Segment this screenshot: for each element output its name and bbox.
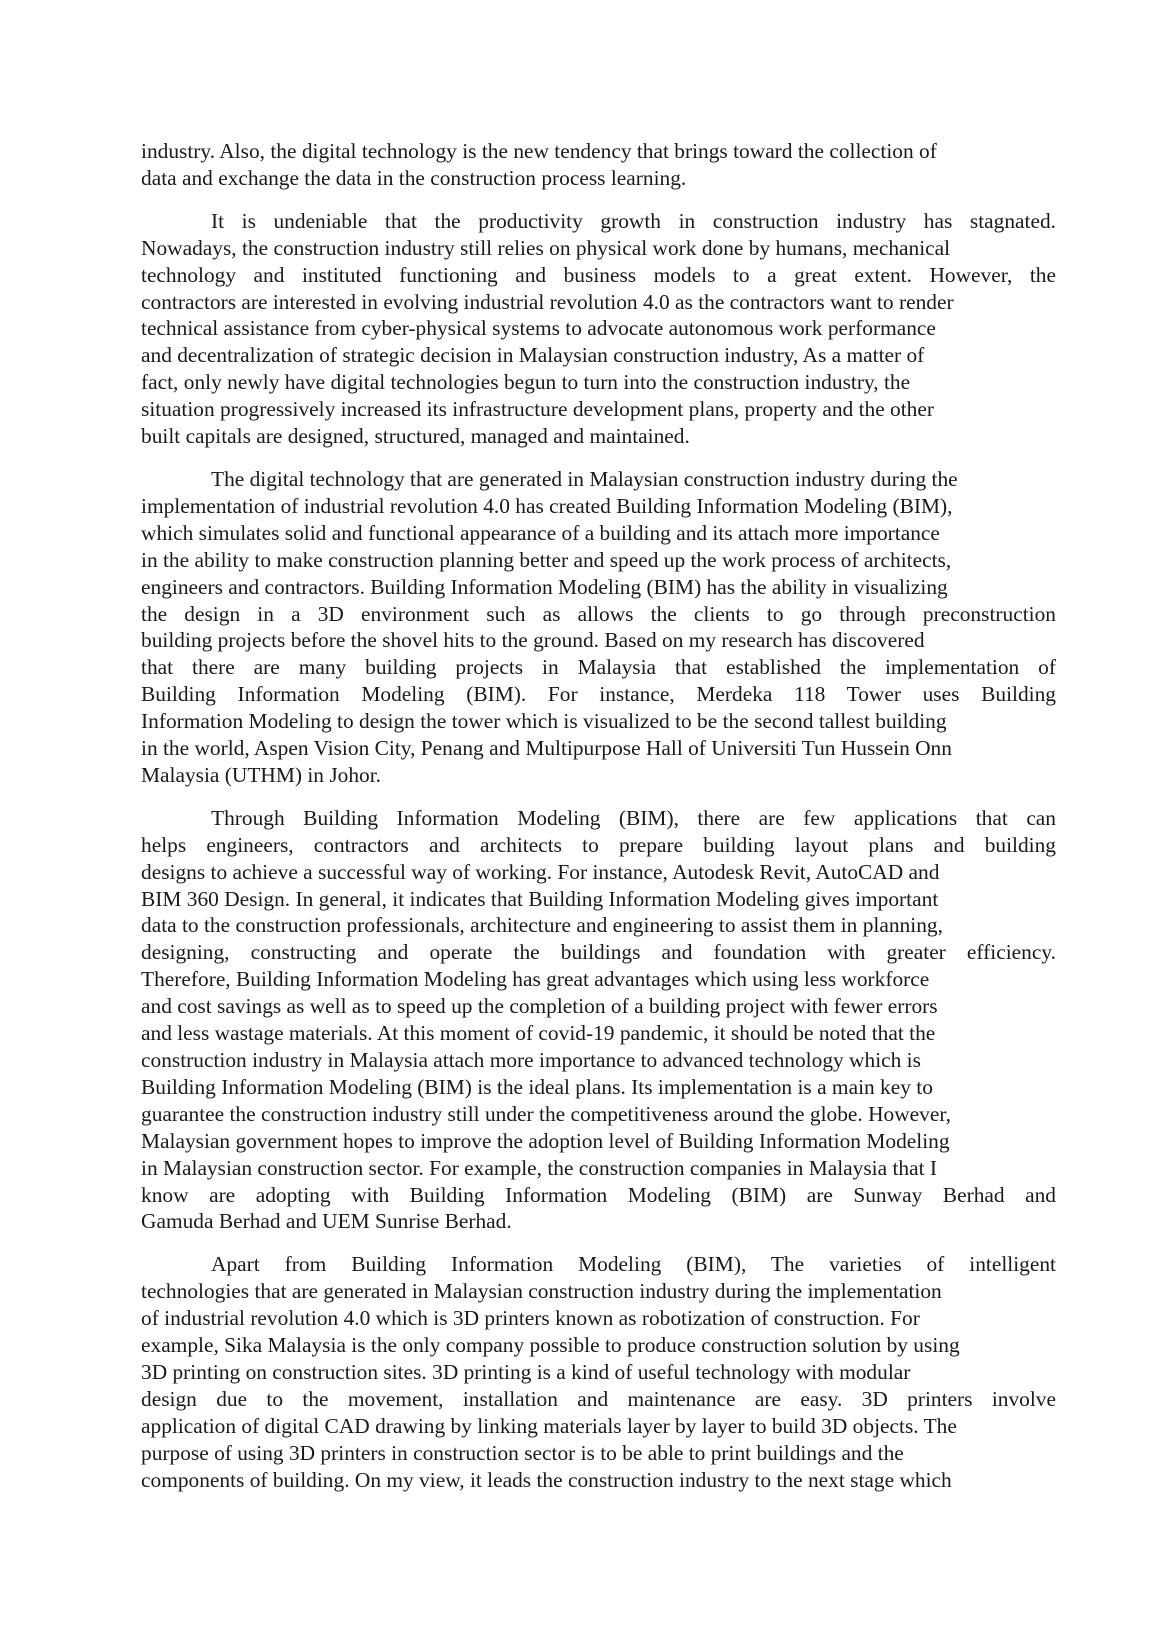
- text-line: design due to the movement, installation and maintenance are easy. 3D printers involve: [141, 1386, 1056, 1411]
- text-line: example, Sika Malaysia is the only company possible to produce construction solution by using: [141, 1333, 960, 1358]
- text-line: The digital technology that are generated in Malaysian construction industry during the: [211, 466, 958, 491]
- text-line: data to the construction professionals, architecture and engineering to assist them in planning,: [141, 913, 943, 938]
- text-line: technologies that are generated in Malaysian construction industry during the implementation: [141, 1279, 942, 1304]
- text-line: Apart from Building Information Modeling (BIM), The varieties of intelligent: [211, 1252, 1056, 1277]
- text-line: which simulates solid and functional appearance of a building and its attach more importance: [141, 520, 940, 545]
- text-line: guarantee the construction industry still under the competitiveness around the globe. However,: [141, 1101, 951, 1126]
- text-line: the design in a 3D environment such as allows the clients to go through preconstruction: [141, 601, 1056, 626]
- text-line: and decentralization of strategic decision in Malaysian construction industry, As a matter of: [141, 343, 925, 368]
- text-line: built capitals are designed, structured, managed and maintained.: [141, 424, 690, 449]
- text-line: It is undeniable that the productivity growth in construction industry has stagnated.: [211, 208, 1056, 233]
- text-line: building projects before the shovel hits to the ground. Based on my research has discovered: [141, 628, 925, 653]
- paragraph: [141, 208, 1056, 450]
- paragraph: [141, 1251, 1056, 1493]
- text-line: and cost savings as well as to speed up the completion of a building project with fewer errors: [141, 994, 938, 1019]
- text-line: components of building. On my view, it leads the construction industry to the next stage which: [141, 1467, 952, 1492]
- text-line: Building Information Modeling (BIM). For instance, Merdeka 118 Tower uses Building: [141, 682, 1056, 707]
- text-line: technical assistance from cyber-physical systems to advocate autonomous work performance: [141, 316, 936, 341]
- text-line: purpose of using 3D printers in construction sector is to be able to print buildings and the: [141, 1440, 904, 1465]
- text-line: Through Building Information Modeling (BIM), there are few applications that can: [211, 805, 1056, 830]
- text-line: Information Modeling to design the tower which is visualized to be the second tallest building: [141, 709, 947, 734]
- text-line: Malaysian government hopes to improve the adoption level of Building Information Modeling: [141, 1128, 950, 1153]
- text-line: in Malaysian construction sector. For example, the construction companies in Malaysia that I: [141, 1155, 938, 1180]
- text-line: designing, constructing and operate the buildings and foundation with greater efficiency.: [141, 940, 1056, 965]
- text-line: industry. Also, the digital technology is the new tendency that brings toward the collection of: [141, 139, 937, 163]
- paragraph: [141, 138, 1056, 192]
- text-line: construction industry in Malaysia attach more importance to advanced technology which is: [141, 1048, 921, 1072]
- text-line: in the ability to make construction planning better and speed up the work process of architects,: [141, 547, 952, 572]
- text-line: know are adopting with Building Information Modeling (BIM) are Sunway Berhad and: [141, 1182, 1056, 1207]
- text-line: that there are many building projects in Malaysia that established the implementation of: [141, 655, 1056, 680]
- text-line: and less wastage materials. At this moment of covid-19 pandemic, it should be noted that the: [141, 1021, 936, 1046]
- text-line: designs to achieve a successful way of working. For instance, Autodesk Revit, AutoCAD and: [141, 859, 940, 884]
- text-line: Nowadays, the construction industry still relies on physical work done by humans, mechanical: [141, 235, 951, 260]
- text-line: Therefore, Building Information Modeling has great advantages which using less workforce: [141, 967, 930, 992]
- text-line: implementation of industrial revolution 4.0 has created Building Information Modeling (BIM),: [141, 493, 953, 518]
- text-line: fact, only newly have digital technologies begun to turn into the construction industry, the: [141, 370, 911, 395]
- text-line: in the world, Aspen Vision City, Penang and Multipurpose Hall of Universiti Tun Hussein Onn: [141, 736, 952, 761]
- text-line: Gamuda Berhad and UEM Sunrise Berhad.: [141, 1209, 512, 1234]
- text-line: technology and instituted functioning and business models to a great extent. However, the: [141, 262, 1056, 287]
- text-line: 3D printing on construction sites. 3D printing is a kind of useful technology with modular: [141, 1359, 911, 1384]
- text-line: Building Information Modeling (BIM) is the ideal plans. Its implementation is a main key to: [141, 1074, 933, 1099]
- text-line: application of digital CAD drawing by linking materials layer by layer to build 3D objects. The: [141, 1413, 957, 1438]
- text-line: Malaysia (UTHM) in Johor.: [141, 762, 382, 787]
- document-body: [141, 138, 1056, 1494]
- text-line: data and exchange the data in the construction process learning.: [141, 165, 687, 190]
- text-line: BIM 360 Design. In general, it indicates that Building Information Modeling gives important: [141, 886, 939, 911]
- text-line: situation progressively increased its infrastructure development plans, property and the other: [141, 397, 934, 422]
- paragraph: [141, 466, 1056, 789]
- text-line: helps engineers, contractors and architects to prepare building layout plans and building: [141, 832, 1056, 857]
- paragraph: [141, 805, 1056, 1236]
- text-line: contractors are interested in evolving industrial revolution 4.0 as the contractors want to render: [141, 289, 954, 314]
- text-line: engineers and contractors. Building Information Modeling (BIM) has the ability in visualizing: [141, 574, 948, 599]
- text-line: of industrial revolution 4.0 which is 3D printers known as robotization of construction. For: [141, 1306, 920, 1331]
